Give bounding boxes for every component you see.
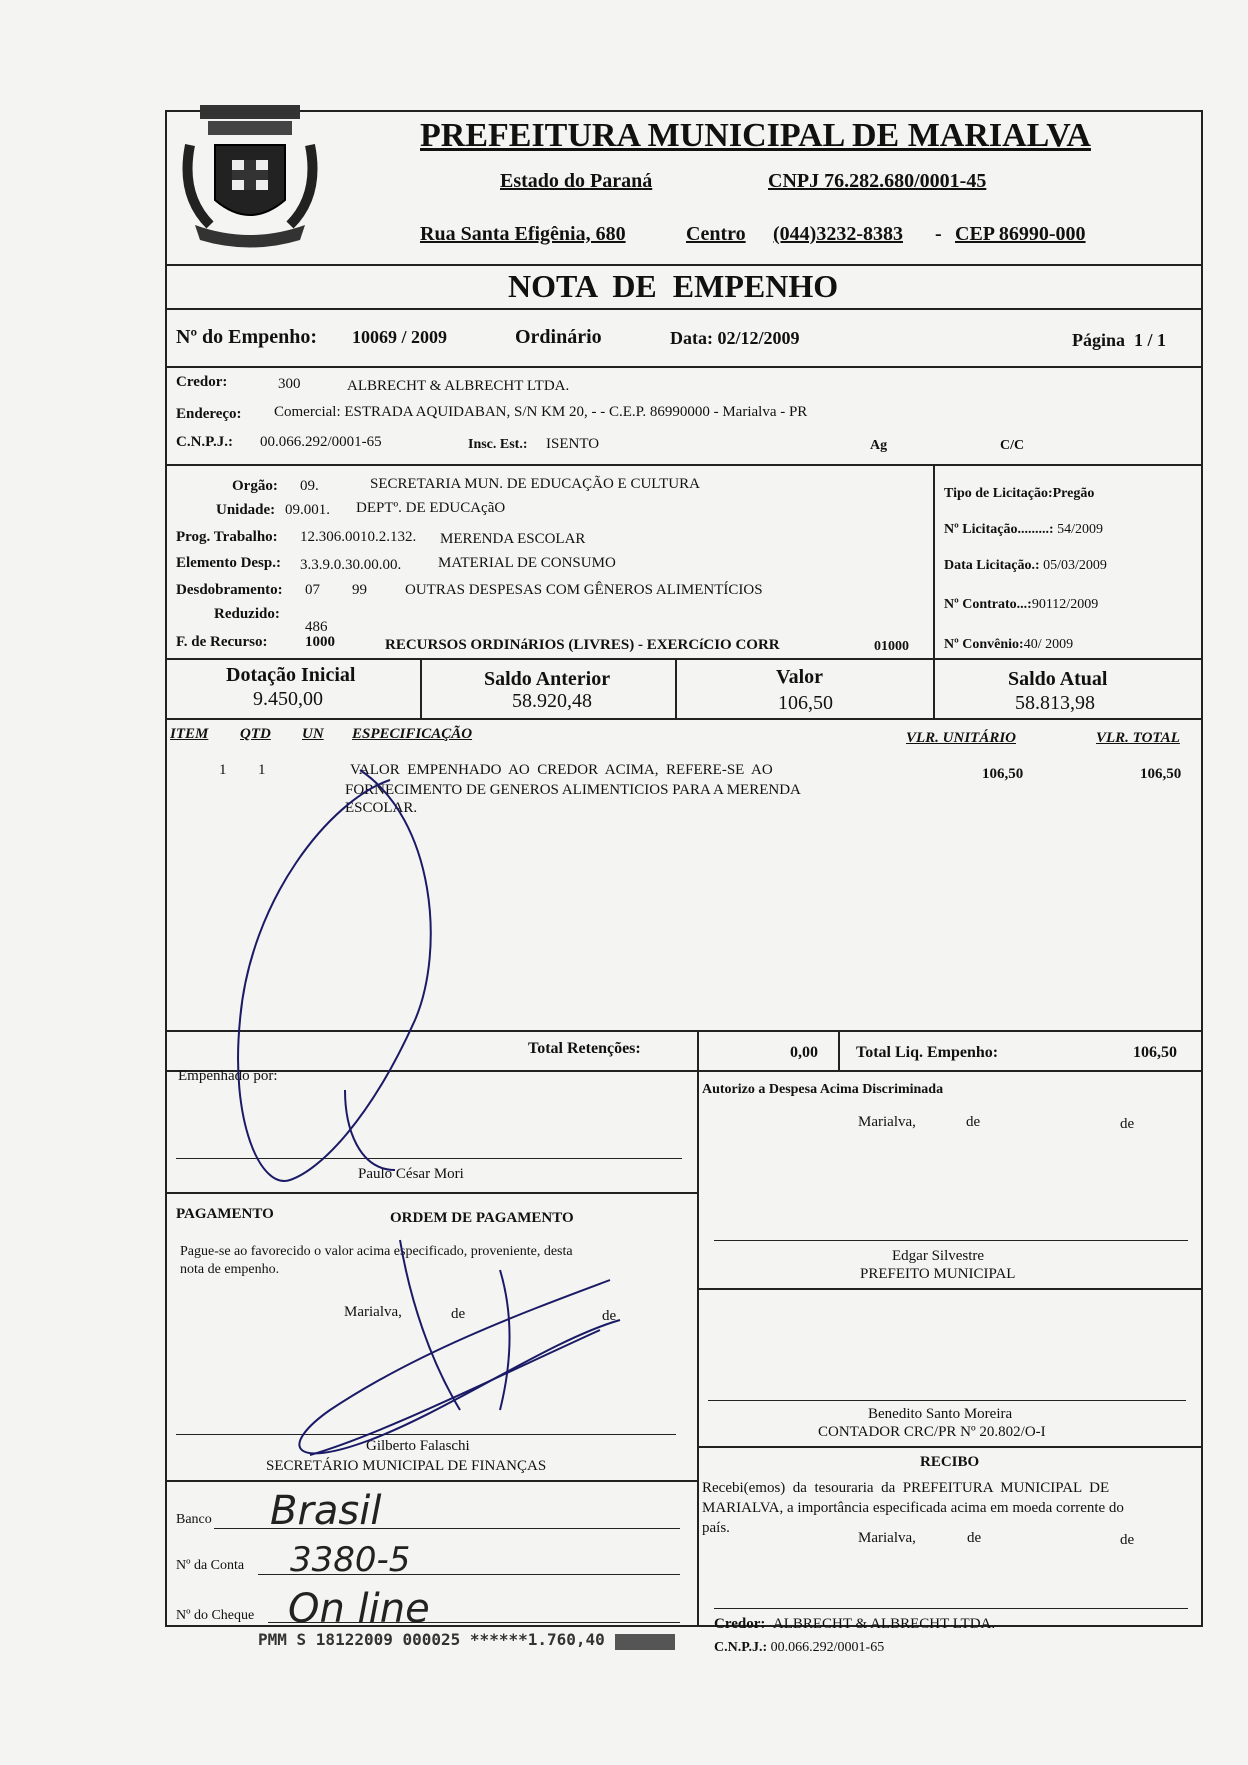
- header-title: PREFEITURA MUNICIPAL DE MARIALVA: [420, 117, 1091, 154]
- saldo-anterior-label: Saldo Anterior: [484, 668, 611, 690]
- item-qtd: 1: [258, 762, 266, 778]
- pagamento-de2: de: [602, 1308, 617, 1324]
- item-unit: 106,50: [982, 766, 1024, 782]
- desdob-label: Desdobramento:: [176, 582, 283, 598]
- col-item: ITEM: [170, 726, 209, 742]
- pagamento-de1: de: [451, 1306, 466, 1322]
- licitacao-contrato: [944, 597, 1098, 613]
- retencoes-value: 0,00: [790, 1044, 818, 1061]
- header-state: Estado do Paraná: [500, 170, 653, 192]
- address-value: Comercial: ESTRADA AQUIDABAN, S/N KM 20, - - C.E.P. 86990000 - Marialva - PR: [274, 404, 808, 420]
- desdob-code2: 99: [352, 582, 367, 598]
- secretario-role: SECRETÁRIO MUNICIPAL DE FINANÇAS: [266, 1458, 547, 1474]
- ag-label: Ag: [870, 438, 888, 453]
- header-street: Rua Santa Efigênia, 680: [420, 223, 626, 245]
- header-dash: -: [935, 223, 942, 245]
- licitacao-num-value: 54/2009: [1057, 522, 1103, 537]
- fonte-name: RECURSOS ORDINáRIOS (LIVRES) - EXERCíCIO CORR: [385, 637, 780, 653]
- item-number: 1: [219, 762, 227, 778]
- prefeito-name: Edgar Silvestre: [892, 1248, 985, 1264]
- dotacao-label: Dotação Inicial: [226, 664, 356, 686]
- prog-label: Prog. Trabalho:: [176, 529, 278, 545]
- secretario-name: Gilberto Falaschi: [366, 1438, 470, 1454]
- reduzido-label: Reduzido:: [214, 606, 280, 622]
- col-un: UN: [302, 726, 324, 742]
- fonte-code: 1000: [305, 634, 335, 650]
- footer-stamp: PMM S 18122009 000025 ******1.760,40: [258, 1630, 605, 1649]
- empenhado-label: Empenhado por:: [178, 1068, 278, 1084]
- recibo-credor-name: ALBRECHT & ALBRECHT LTDA.: [772, 1616, 996, 1632]
- prog-code: 12.306.0010.2.132.: [300, 529, 417, 545]
- pagamento-city: Marialva,: [344, 1304, 402, 1320]
- cheque-label: Nº do Cheque: [176, 1608, 255, 1623]
- recibo-cnpj-value: 00.066.292/0001-65: [770, 1640, 885, 1655]
- pagamento-text-1: Pague-se ao favorecido o valor acima especificado, proveniente, desta: [180, 1244, 573, 1259]
- insc-value: ISENTO: [546, 436, 600, 452]
- fonte-label: F. de Recurso:: [176, 634, 268, 650]
- pagamento-text-2: nota de empenho.: [180, 1262, 280, 1277]
- unidade-code: 09.001.: [285, 502, 330, 518]
- licitacao-num-label: Nº Licitação.........:: [944, 522, 1054, 537]
- recibo-city: Marialva,: [858, 1530, 916, 1546]
- credor-cnpj-label: C.N.P.J.:: [176, 434, 233, 450]
- recibo-line2: MARIALVA, a importância especificada acima em moeda corrente do: [702, 1500, 1124, 1516]
- contrato-label: Nº Contrato...:: [944, 597, 1032, 612]
- liq-value: 106,50: [1133, 1044, 1177, 1061]
- header-cep: CEP 86990-000: [955, 223, 1086, 245]
- credor-label: Credor:: [176, 374, 228, 390]
- elemento-code: 3.3.9.0.30.00.00.: [300, 557, 402, 573]
- saldo-anterior-value: 58.920,48: [512, 690, 592, 712]
- recibo-line3: país.: [702, 1520, 730, 1536]
- empenho-date: Data: 02/12/2009: [670, 328, 800, 348]
- licitacao-data-value: 05/03/2009: [1043, 558, 1107, 573]
- recibo-cnpj-label: C.N.P.J.:: [714, 1640, 768, 1655]
- municipal-crest: [180, 105, 320, 255]
- crest-icon: [180, 105, 320, 255]
- cc-label: C/C: [1000, 438, 1025, 453]
- licitacao-num: [944, 522, 1103, 538]
- item-spec-line2: FORNECIMENTO DE GENEROS ALIMENTICIOS PARA A MERENDA: [345, 782, 801, 798]
- reduzido-value: 486: [305, 619, 328, 635]
- item-spec-line1: VALOR EMPENHADO AO CREDOR ACIMA, REFERE-SE AO: [350, 762, 773, 778]
- header-cnpj: CNPJ 76.282.680/0001-45: [768, 170, 987, 192]
- banco-handwritten: Brasil: [270, 1488, 382, 1534]
- dotacao-value: 9.450,00: [253, 688, 323, 710]
- ordem-pagamento: ORDEM DE PAGAMENTO: [390, 1210, 574, 1226]
- recibo-title: RECIBO: [920, 1454, 980, 1470]
- empenho-type: Ordinário: [515, 326, 602, 348]
- address-label: Endereço:: [176, 406, 242, 422]
- doc-title: NOTA DE EMPENHO: [508, 268, 839, 304]
- contador-role: CONTADOR CRC/PR Nº 20.802/O-I: [818, 1424, 1046, 1440]
- licitacao-data-label: Data Licitação.:: [944, 558, 1040, 573]
- header-phone: (044)3232-8383: [773, 223, 903, 245]
- conta-handwritten: 3380-5: [290, 1540, 411, 1580]
- autorizo-city: Marialva,: [858, 1114, 916, 1130]
- empenho-label: Nº do Empenho:: [176, 326, 318, 348]
- orgao-code: 09.: [300, 478, 319, 494]
- insc-label: Insc. Est.:: [468, 437, 528, 452]
- autorizo-de1: de: [966, 1114, 981, 1130]
- recibo-credor: [714, 1616, 995, 1633]
- saldo-atual-label: Saldo Atual: [1008, 668, 1108, 690]
- empenho-page: Página 1 / 1: [1072, 330, 1167, 350]
- pagamento-label: PAGAMENTO: [176, 1206, 274, 1222]
- valor-label: Valor: [776, 666, 824, 688]
- item-spec-line3: ESCOLAR.: [345, 800, 418, 816]
- empenhado-name: Paulo César Mori: [358, 1166, 464, 1182]
- convenio-value: 40/ 2009: [1023, 637, 1074, 652]
- stamp-smudge: [615, 1634, 675, 1650]
- desdob-code1: 07: [305, 582, 320, 598]
- elemento-name: MATERIAL DE CONSUMO: [438, 555, 616, 571]
- recibo-cnpj: [714, 1640, 884, 1656]
- item-total: 106,50: [1140, 766, 1182, 782]
- elemento-label: Elemento Desp.:: [176, 555, 281, 571]
- banco-label: Banco: [176, 1512, 212, 1527]
- credor-name: ALBRECHT & ALBRECHT LTDA.: [347, 378, 570, 394]
- recibo-de2: de: [1120, 1532, 1135, 1548]
- recibo-credor-label: Credor:: [714, 1616, 766, 1632]
- saldo-atual-value: 58.813,98: [1015, 692, 1095, 714]
- fonte-num: 01000: [874, 639, 909, 654]
- autorizo-title: Autorizo a Despesa Acima Discriminada: [702, 1082, 944, 1097]
- licitacao-data: [944, 558, 1107, 574]
- col-qtd: QTD: [240, 726, 271, 742]
- retencoes-label: Total Retenções:: [528, 1040, 641, 1057]
- col-spec: ESPECIFICAÇÃO: [352, 726, 473, 742]
- empenho-number: 10069 / 2009: [352, 327, 448, 347]
- licitacao-tipo: Tipo de Licitação:Pregão: [944, 486, 1095, 501]
- credor-code: 300: [278, 376, 301, 392]
- contrato-value: 90112/2009: [1031, 597, 1099, 612]
- autorizo-de2: de: [1120, 1116, 1135, 1132]
- valor-value: 106,50: [778, 692, 833, 714]
- col-unit: VLR. UNITÁRIO: [906, 730, 1017, 746]
- contador-name: Benedito Santo Moreira: [868, 1406, 1013, 1422]
- prefeito-role: PREFEITO MUNICIPAL: [860, 1266, 1016, 1282]
- header-district: Centro: [686, 223, 746, 245]
- conta-label: Nº da Conta: [176, 1558, 245, 1573]
- credor-cnpj: 00.066.292/0001-65: [260, 434, 382, 450]
- convenio-label: Nº Convênio:: [944, 637, 1024, 652]
- prog-name: MERENDA ESCOLAR: [440, 531, 586, 547]
- recibo-de1: de: [967, 1530, 982, 1546]
- desdob-name: OUTRAS DESPESAS COM GÊNEROS ALIMENTÍCIOS: [405, 582, 763, 598]
- col-total: VLR. TOTAL: [1096, 730, 1180, 746]
- orgao-label: Orgão:: [232, 478, 278, 494]
- unidade-name: DEPTº. DE EDUCAçãO: [356, 500, 506, 516]
- liq-label: Total Liq. Empenho:: [856, 1044, 999, 1061]
- orgao-name: SECRETARIA MUN. DE EDUCAÇÃO E CULTURA: [370, 476, 700, 492]
- cheque-handwritten: On line: [288, 1586, 430, 1632]
- licitacao-convenio: [944, 637, 1073, 653]
- recibo-line1: Recebi(emos) da tesouraria da PREFEITURA MUNICIPAL DE: [702, 1480, 1110, 1496]
- unidade-label: Unidade:: [216, 502, 276, 518]
